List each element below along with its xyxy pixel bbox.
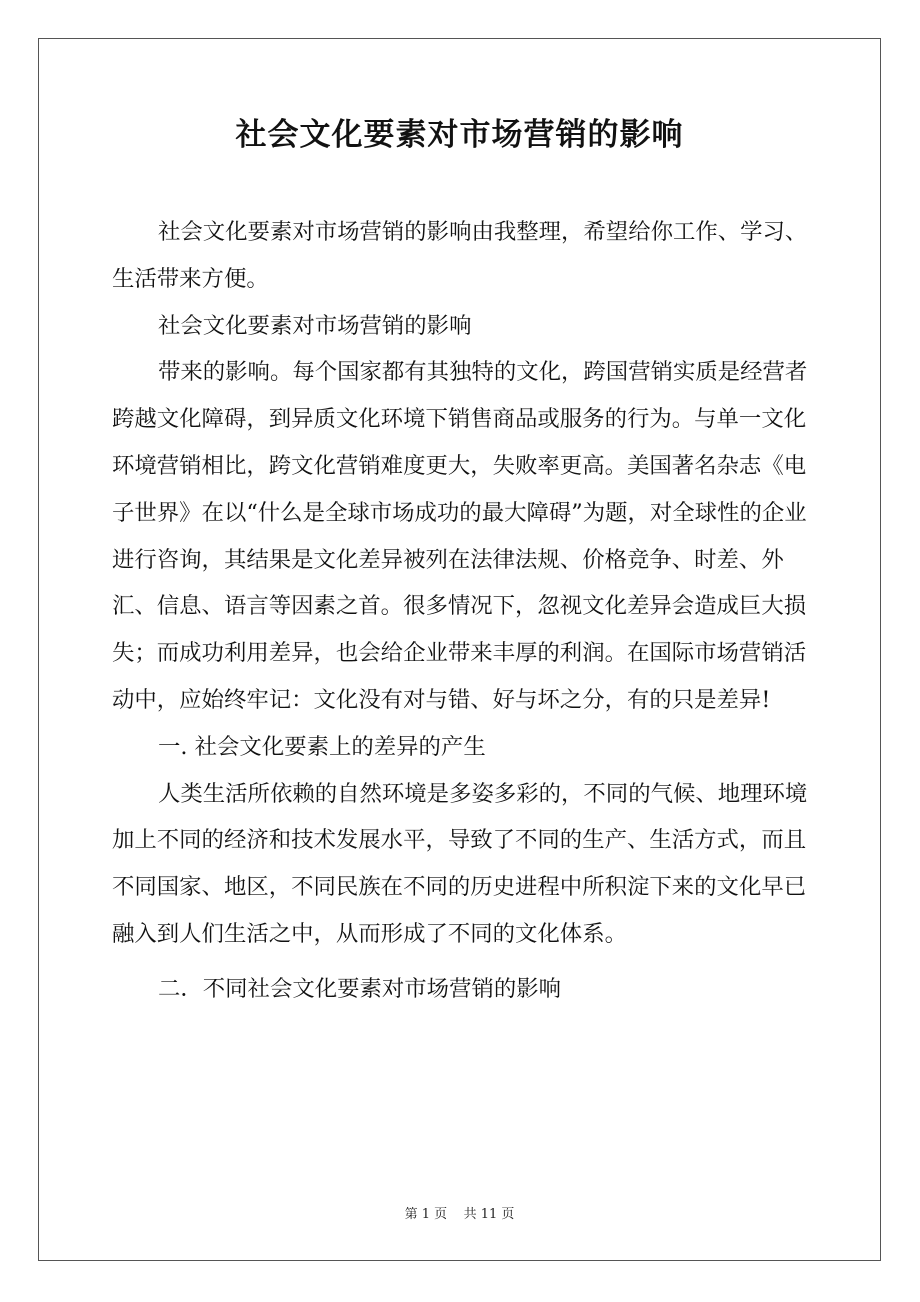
page-number: 第 1 页 共 11 页 (404, 1207, 515, 1222)
impact-paragraph: 带来的影响。每个国家都有其独特的文化，跨国营销实质是经营者跨越文化障碍，到异质文化环境下销售商品或服务的行为。与单一文化环境营销相比，跨文化营销难度更大，失败率更高。美国著名杂志《电子世界》在以“什么是全球市场成功的最大障碍”为题，对全球性的企业进行咨询，其结果是文化差异被列在法律法规、价格竞争、时差、外汇、信息、语言等因素之首。很多情况下，忽视文化差异会造成巨大损失；而成功利用差异，也会给企业带来丰厚的利润。在国际市场营销活动中，应始终牢记：文化没有对与错、好与坏之分，有的只是差异! (112, 359, 808, 713)
subtitle-paragraph: 社会文化要素对市场营销的影响 (158, 312, 472, 339)
origin-paragraph: 人类生活所依赖的自然环境是多姿多彩的，不同的气候、地理环境加上不同的经济和技术发展水平，导致了不同的生产、生活方式，而且不同国家、地区，不同民族在不同的历史进程中所积淀下来的文化早已融入到人们生活之中，从而形成了不同的文化体系。 (112, 780, 808, 947)
document-title: 社会文化要素对市场营销的影响 (235, 117, 684, 153)
document-body (112, 209, 812, 1013)
section-heading-1: 一. 社会文化要素上的差异的产生 (158, 733, 486, 760)
section-heading-2: 二．不同社会文化要素对市场营销的影响 (158, 975, 562, 1002)
page-footer (38, 1205, 881, 1225)
intro-paragraph: 社会文化要素对市场营销的影响由我整理，希望给你工作、学习、生活带来方便。 (112, 219, 808, 292)
